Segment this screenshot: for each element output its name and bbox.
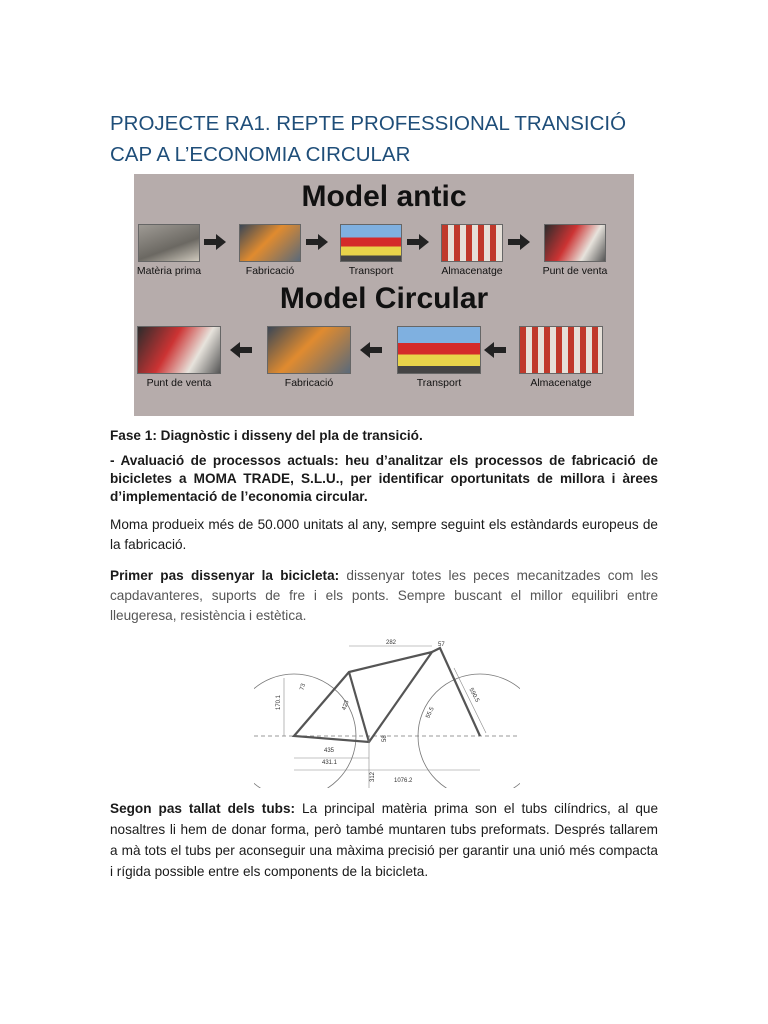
circular-model-heading: Model Circular <box>279 282 489 315</box>
step1-paragraph <box>110 566 658 626</box>
manufacturing-photo <box>239 224 301 262</box>
document-title: PROJECTE RA1. REPTE PROFESSIONAL TRANSICIÓ CAP A L’ECONOMIA CIRCULAR <box>110 112 627 166</box>
old-step-raw-material <box>136 224 202 278</box>
step-label: Fabricació <box>245 265 295 277</box>
point-of-sale-photo <box>544 224 606 262</box>
arrow-right-icon <box>204 234 226 250</box>
step-label: Matèria prima <box>136 265 202 277</box>
step-label: Fabricació <box>284 377 334 389</box>
arrow-left-icon <box>360 342 382 358</box>
dimension-label: 55.5 <box>425 706 436 720</box>
circular-economy-diagram <box>134 174 634 416</box>
transport-photo <box>340 224 402 262</box>
step2-lead: Segon pas tallat dels tubs: <box>110 801 296 816</box>
circular-step-transport <box>396 326 482 390</box>
arrow-right-icon <box>306 234 328 250</box>
step1-text: dissenyar totes les peces mecanitzades com les capdavanteres, suports de fre i els ponts. Sempre buscant el millor equilibri entre lleugeresa, resistència i estètica. <box>110 568 658 623</box>
arrow-left-icon <box>230 342 252 358</box>
warehouse-photo <box>519 326 603 374</box>
arrow-right-icon <box>508 234 530 250</box>
step1-lead: Primer pas dissenyar la bicicleta: <box>110 568 340 583</box>
production-paragraph: Moma produeix més de 50.000 unitats al any, sempre seguint els estàndards europeus de la fabricació. <box>110 517 658 552</box>
transport-photo <box>397 326 481 374</box>
circular-step-point-of-sale <box>136 326 222 390</box>
dimension-label: 170.1 <box>276 694 282 710</box>
step-label: Almacenatge <box>530 377 592 389</box>
circular-step-warehouse <box>518 326 604 390</box>
evaluation-paragraph: - Avaluació de processos actuals: heu d’analitzar els processos de fabricació de bicicletes a MOMA TRADE, S.L.U., per identificar oportunitats de millora i àrees d’implementació de l’economia circular. <box>110 453 658 504</box>
old-step-warehouse <box>439 224 505 278</box>
old-model-heading: Model antic <box>301 180 467 213</box>
step-label: Almacenatge <box>441 265 503 277</box>
step-label: Punt de venta <box>146 377 212 389</box>
step-label: Transport <box>348 265 394 277</box>
dimension-label: 312 <box>370 771 376 782</box>
arrow-right-icon <box>407 234 429 250</box>
dimension-label: 423 <box>341 699 351 712</box>
dimension-label: 1076.2 <box>394 778 413 784</box>
old-step-manufacturing <box>237 224 303 278</box>
dimension-label: 282 <box>386 640 397 646</box>
old-step-point-of-sale <box>542 224 608 278</box>
raw-material-photo <box>138 224 200 262</box>
circular-step-manufacturing <box>266 326 352 390</box>
step2-paragraph <box>110 798 658 882</box>
step-label: Transport <box>416 377 462 389</box>
old-step-transport <box>338 224 404 278</box>
dimension-label: 435 <box>324 748 335 754</box>
dimension-label: 431.1 <box>322 760 338 766</box>
dimension-label: 58 <box>382 735 388 742</box>
arrow-left-icon <box>484 342 506 358</box>
manufacturing-photo <box>267 326 351 374</box>
dimension-label: 73 <box>299 682 308 691</box>
step-label: Punt de venta <box>542 265 608 277</box>
phase-heading: Fase 1: Diagnòstic i disseny del pla de transició. <box>110 428 423 443</box>
warehouse-photo <box>441 224 503 262</box>
dimension-label: 590.5 <box>467 687 480 704</box>
step2-text: La principal matèria prima son el tubs cilíndrics, al que nosaltres li hem de donar forma, però també muntaren tubs preformats. Després tallarem a mà tots el tubs per aconseguir una màxima precisió per garantir una unió més compacta i rígida possible entre els components de la bicicleta. <box>110 801 658 879</box>
point-of-sale-photo <box>137 326 221 374</box>
dimension-label: 57 <box>438 642 445 648</box>
bicycle-frame-drawing <box>254 638 520 788</box>
